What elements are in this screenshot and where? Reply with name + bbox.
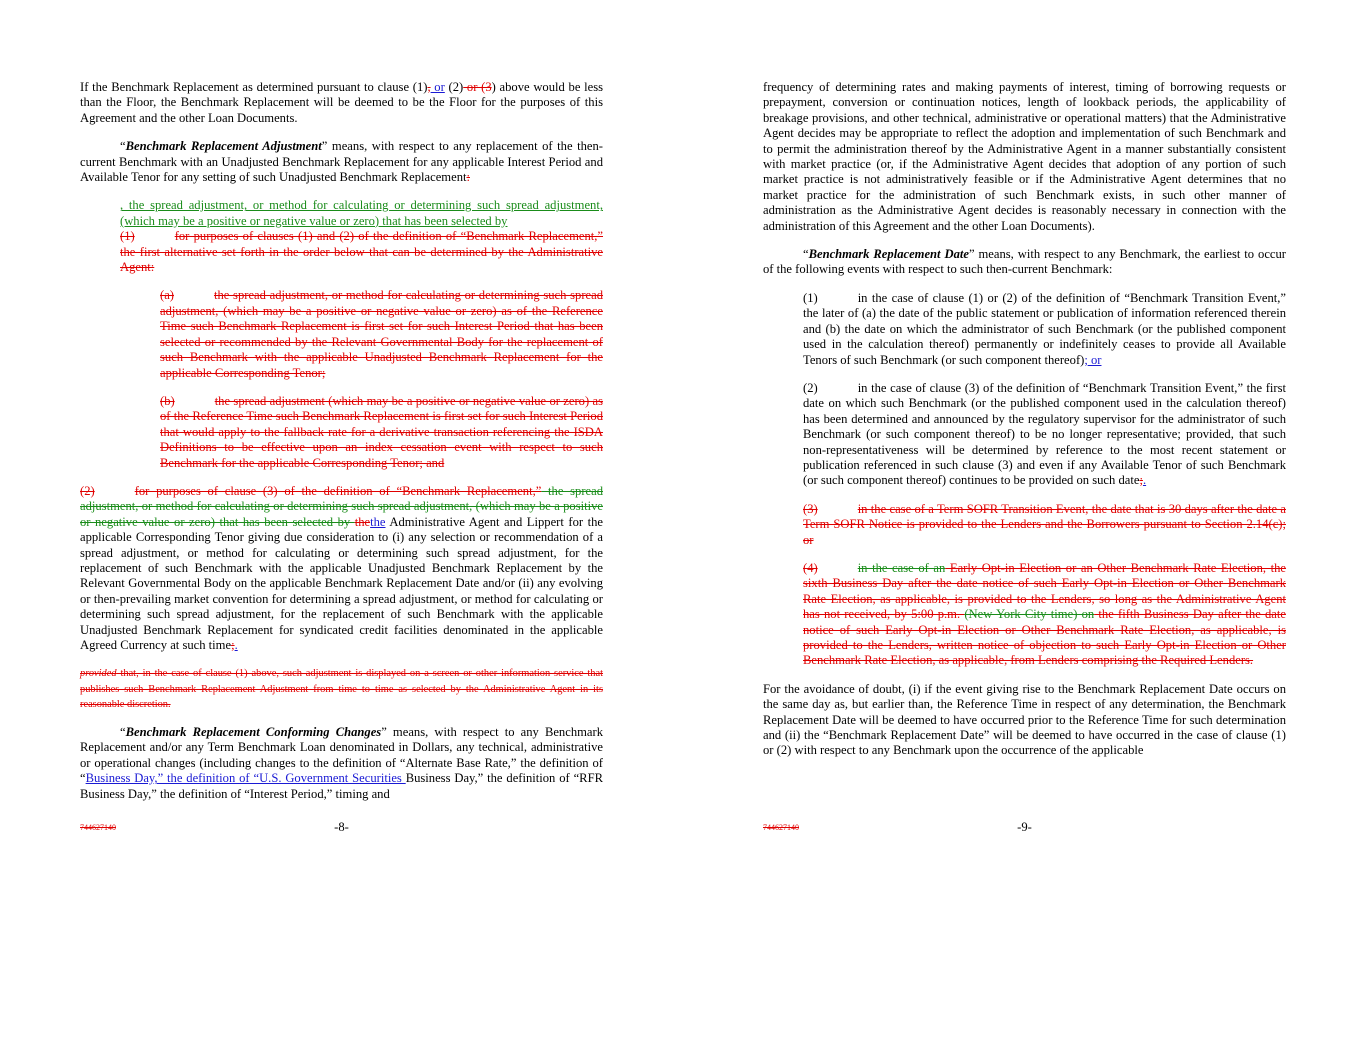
inserted-period: .	[234, 638, 238, 652]
inserted-business-day: Business Day,” the definition of “U.S. Government Securities	[85, 771, 406, 786]
inserted-semicolon: ;	[1084, 352, 1088, 367]
clause-number: (3)	[803, 501, 818, 516]
deleted-comma: ,	[427, 80, 431, 94]
page-number: -9-	[1017, 820, 1032, 834]
clause-number: (a)	[160, 288, 174, 303]
moved-deletion: in the case of an	[857, 560, 946, 575]
clause-a-block	[160, 288, 603, 380]
date-clause-2: (2) in the case of clause (3) of the definition of “Benchmark Transition Event,” the first date on which such Benchmark (or the published component used in the calculation thereof) has been determined and announced by the regulatory supervisor for the administrator of such Benchmark (or such component thereof) to be no longer representative; provided, that such non-representativeness will be determined by reference to the most recent statement or publication referenced in such clause (3) and even if any Available Tenor of such Benchmark (or such component thereof) continues to be provided on such date;.	[803, 380, 1286, 488]
clause-number: (2)	[80, 483, 95, 498]
defined-term: Benchmark Replacement Adjustment	[125, 139, 322, 154]
moved-deletion: the spread adjustment, or method for calculating or determining such spread adjustment, (which may be a positive or negative value or zero) that has been selected by	[80, 483, 603, 529]
deleted-clause-4: Early Opt-in Election or an Other Benchmark Rate Election, the sixth Business Day after the date notice of such Early Opt-in Election or Other Benchmark Rate Election, as applicable, is provided to the Lenders, so long as the Administrative Agent has not received, by 5:00 p.m.	[803, 560, 1287, 622]
inserted-or: or	[430, 80, 445, 94]
deleted-semicolon: ;	[1139, 473, 1143, 488]
inserted-the: the	[370, 514, 386, 529]
deleted-clause-b: the spread adjustment (which may be a positive or negative value or zero) as of the Reference Time such Benchmark Replacement is first set for such Interest Period that would apply to the fallback rate for a derivative transaction referencing the ISDA Definitions to be effective upon an index cessation event with respect to such Benchmark for the applicable Corresponding Tenor; and	[160, 393, 603, 470]
clause-number: (2)	[803, 380, 818, 395]
page-9	[763, 80, 1286, 772]
clause-number: (1)	[803, 290, 818, 305]
deleted-clause-1: for purposes of clauses (1) and (2) of the definition of “Benchmark Replacement,” the first alternative set forth in the order below that can be determined by the Administrative Agent:	[120, 229, 603, 275]
floor-paragraph: If the Benchmark Replacement as determined pursuant to clause (1), or (2) or (3) above would be less than the Floor, the Benchmark Replacement will be deemed to be the Floor for the purposes of this Agreement and the other Loan Documents.	[80, 80, 604, 125]
definition-conforming-changes: “Benchmark Replacement Conforming Changes” means, with respect to any Benchmark Replacement and/or any Term Benchmark Loan denominated in Dollars, any technical, administrative or operational changes (including changes to the definition of “Alternate Base Rate,” the definition of “Business Day,” the definition of “U.S. Government Securities Business Day,” the definition of “RFR Business Day,” the definition of “Interest Period,” timing and	[80, 725, 603, 801]
clause-number: (b)	[160, 393, 175, 408]
continuation-paragraph: frequency of determining rates and making payments of interest, timing of borrowing requests or prepayment, conversion or continuation notices, length of lookback periods, the applicability of breakage provisions, and other technical, administrative or operational matters) that the Administrative Agent decides may be appropriate to reflect the adoption and implementation of such Benchmark and to permit the administration thereof by the Administrative Agent in a manner substantially consistent with market practice (or, if the Administrative Agent decides that adoption of any portion of such market practice is not administratively feasible or if the Administrative Agent determines that no market practice for the administration of such Benchmark exists, in such other manner of administration as the Administrative Agent decides is reasonably necessary in connection with the administration of this Agreement and the other Loan Documents).	[763, 80, 1286, 233]
deleted-proviso-italic: provided	[80, 668, 117, 680]
moved-deletion: (New York City time) on	[964, 607, 1095, 622]
page-8	[80, 80, 603, 815]
date-clause-3	[803, 502, 1286, 548]
deleted-clause-3: in the case of a Term SOFR Transition Event, the date that is 30 days after the date a Term SOFR Notice is provided to the Lenders and the Borrowers pursuant to Section 2.14(c); or	[803, 501, 1286, 547]
clause-2-block: (2) for purposes of clause (3) of the definition of “Benchmark Replacement,” the spread adjustment, or method for calculating or determining such spread adjustment, (which may be a positive or negative value or zero) that has been selected by thethe Administrative Agent and Lippert for the applicable Corresponding Tenor giving due consideration to (i) any selection or recommendation of a spread adjustment, or method for calculating or determining such spread adjustment, for the replacement of such Benchmark with the applicable Unadjusted Benchmark Replacement by the Relevant Governmental Body on the applicable Benchmark Replacement Date and/or (ii) any evolving or then-prevailing market convention for determining a spread adjustment, or method for calculating or determining such spread adjustment, for the replacement of such Benchmark with the applicable Unadjusted Benchmark Replacement for syndicated credit facilities denominated in the applicable Agreed Currency at such time;.	[80, 483, 603, 652]
deleted-the: the	[354, 514, 371, 529]
inserted-or: or	[1087, 352, 1102, 367]
deleted-proviso: that, in the case of clause (1) above, such adjustment is displayed on a screen or other information service that publishes such Benchmark Replacement Adjustment from time to time as selected by the Administrative Agent in its reasonable discretion.	[80, 668, 603, 710]
page-number: -8-	[334, 820, 349, 834]
proviso-paragraph	[80, 666, 603, 712]
footer-page-8	[80, 820, 603, 836]
date-clause-4	[803, 561, 1286, 669]
definition-benchmark-replacement-date: “Benchmark Replacement Date” means, with respect to any Benchmark, the earliest to occur of the following events with respect to such then-current Benchmark:	[763, 247, 1286, 277]
date-clause-1: (1) in the case of clause (1) or (2) of the definition of “Benchmark Transition Event,” the later of (a) the date of the public statement or publication of information referenced therein and (b) the date on which the administrator of such Benchmark (or the published component used in the calculation thereof) permanently or indefinitely ceases to provide all Available Tenors of such Benchmark (or such component thereof); or	[803, 290, 1286, 367]
document-id: 744627140	[80, 823, 116, 832]
deleted-semicolon: ;	[231, 638, 235, 652]
footer-page-9	[763, 820, 1286, 836]
clause-number: (4)	[803, 560, 818, 575]
moved-insertion: , the spread adjustment, or method for calculating or determining such spread adjustment, (which may be a positive or negative value or zero) that has been selected by	[120, 198, 603, 228]
deleted-colon: :	[466, 170, 470, 185]
deleted-clause-2: for purposes of clause (3) of the definition of “Benchmark Replacement,”	[134, 483, 542, 498]
deleted-clause-4-cont: the fifth Business Day after the date notice of such Early Opt-in Election or Other Benchmark Rate Election, as applicable, is provided to the Lenders, written notice of objection to such Early Opt-in Election or Other Benchmark Rate Election, as applicable, from Lenders comprising the Required Lenders.	[803, 607, 1286, 668]
clause-1-block	[120, 198, 603, 275]
document-id: 744627140	[763, 823, 799, 832]
deleted-or-3: or (3	[463, 80, 492, 94]
defined-term: Benchmark Replacement Date	[808, 247, 969, 262]
inserted-period: .	[1142, 473, 1147, 488]
definition-benchmark-replacement-adjustment: “Benchmark Replacement Adjustment” means, with respect to any replacement of the then-current Benchmark with an Unadjusted Benchmark Replacement for any applicable Interest Period and Available Tenor for any setting of such Unadjusted Benchmark Replacement:	[80, 139, 603, 185]
clause-b-block	[160, 394, 603, 471]
deleted-clause-a: the spread adjustment, or method for calculating or determining such spread adjustment, (which may be a positive or negative value or zero) as of the Reference Time such Benchmark Replacement is first set for such Interest Period that has been selected or recommended by the Relevant Governmental Body for the replacement of such Benchmark with the applicable Unadjusted Benchmark Replacement for the applicable Corresponding Tenor;	[160, 288, 603, 380]
defined-term: Benchmark Replacement Conforming Changes	[125, 725, 382, 740]
clause-number: (1)	[120, 229, 135, 244]
avoidance-of-doubt-paragraph: For the avoidance of doubt, (i) if the event giving rise to the Benchmark Replacement Date occurs on the same day as, but earlier than, the Reference Time in respect of any determination, the Benchmark Replacement Date will be deemed to have occurred prior to the Reference Time for such determination and (ii) the “Benchmark Replacement Date” will be deemed to have occurred in the case of clause (1) or (2) with respect to any Benchmark upon the occurrence of the applicable	[763, 681, 1286, 758]
